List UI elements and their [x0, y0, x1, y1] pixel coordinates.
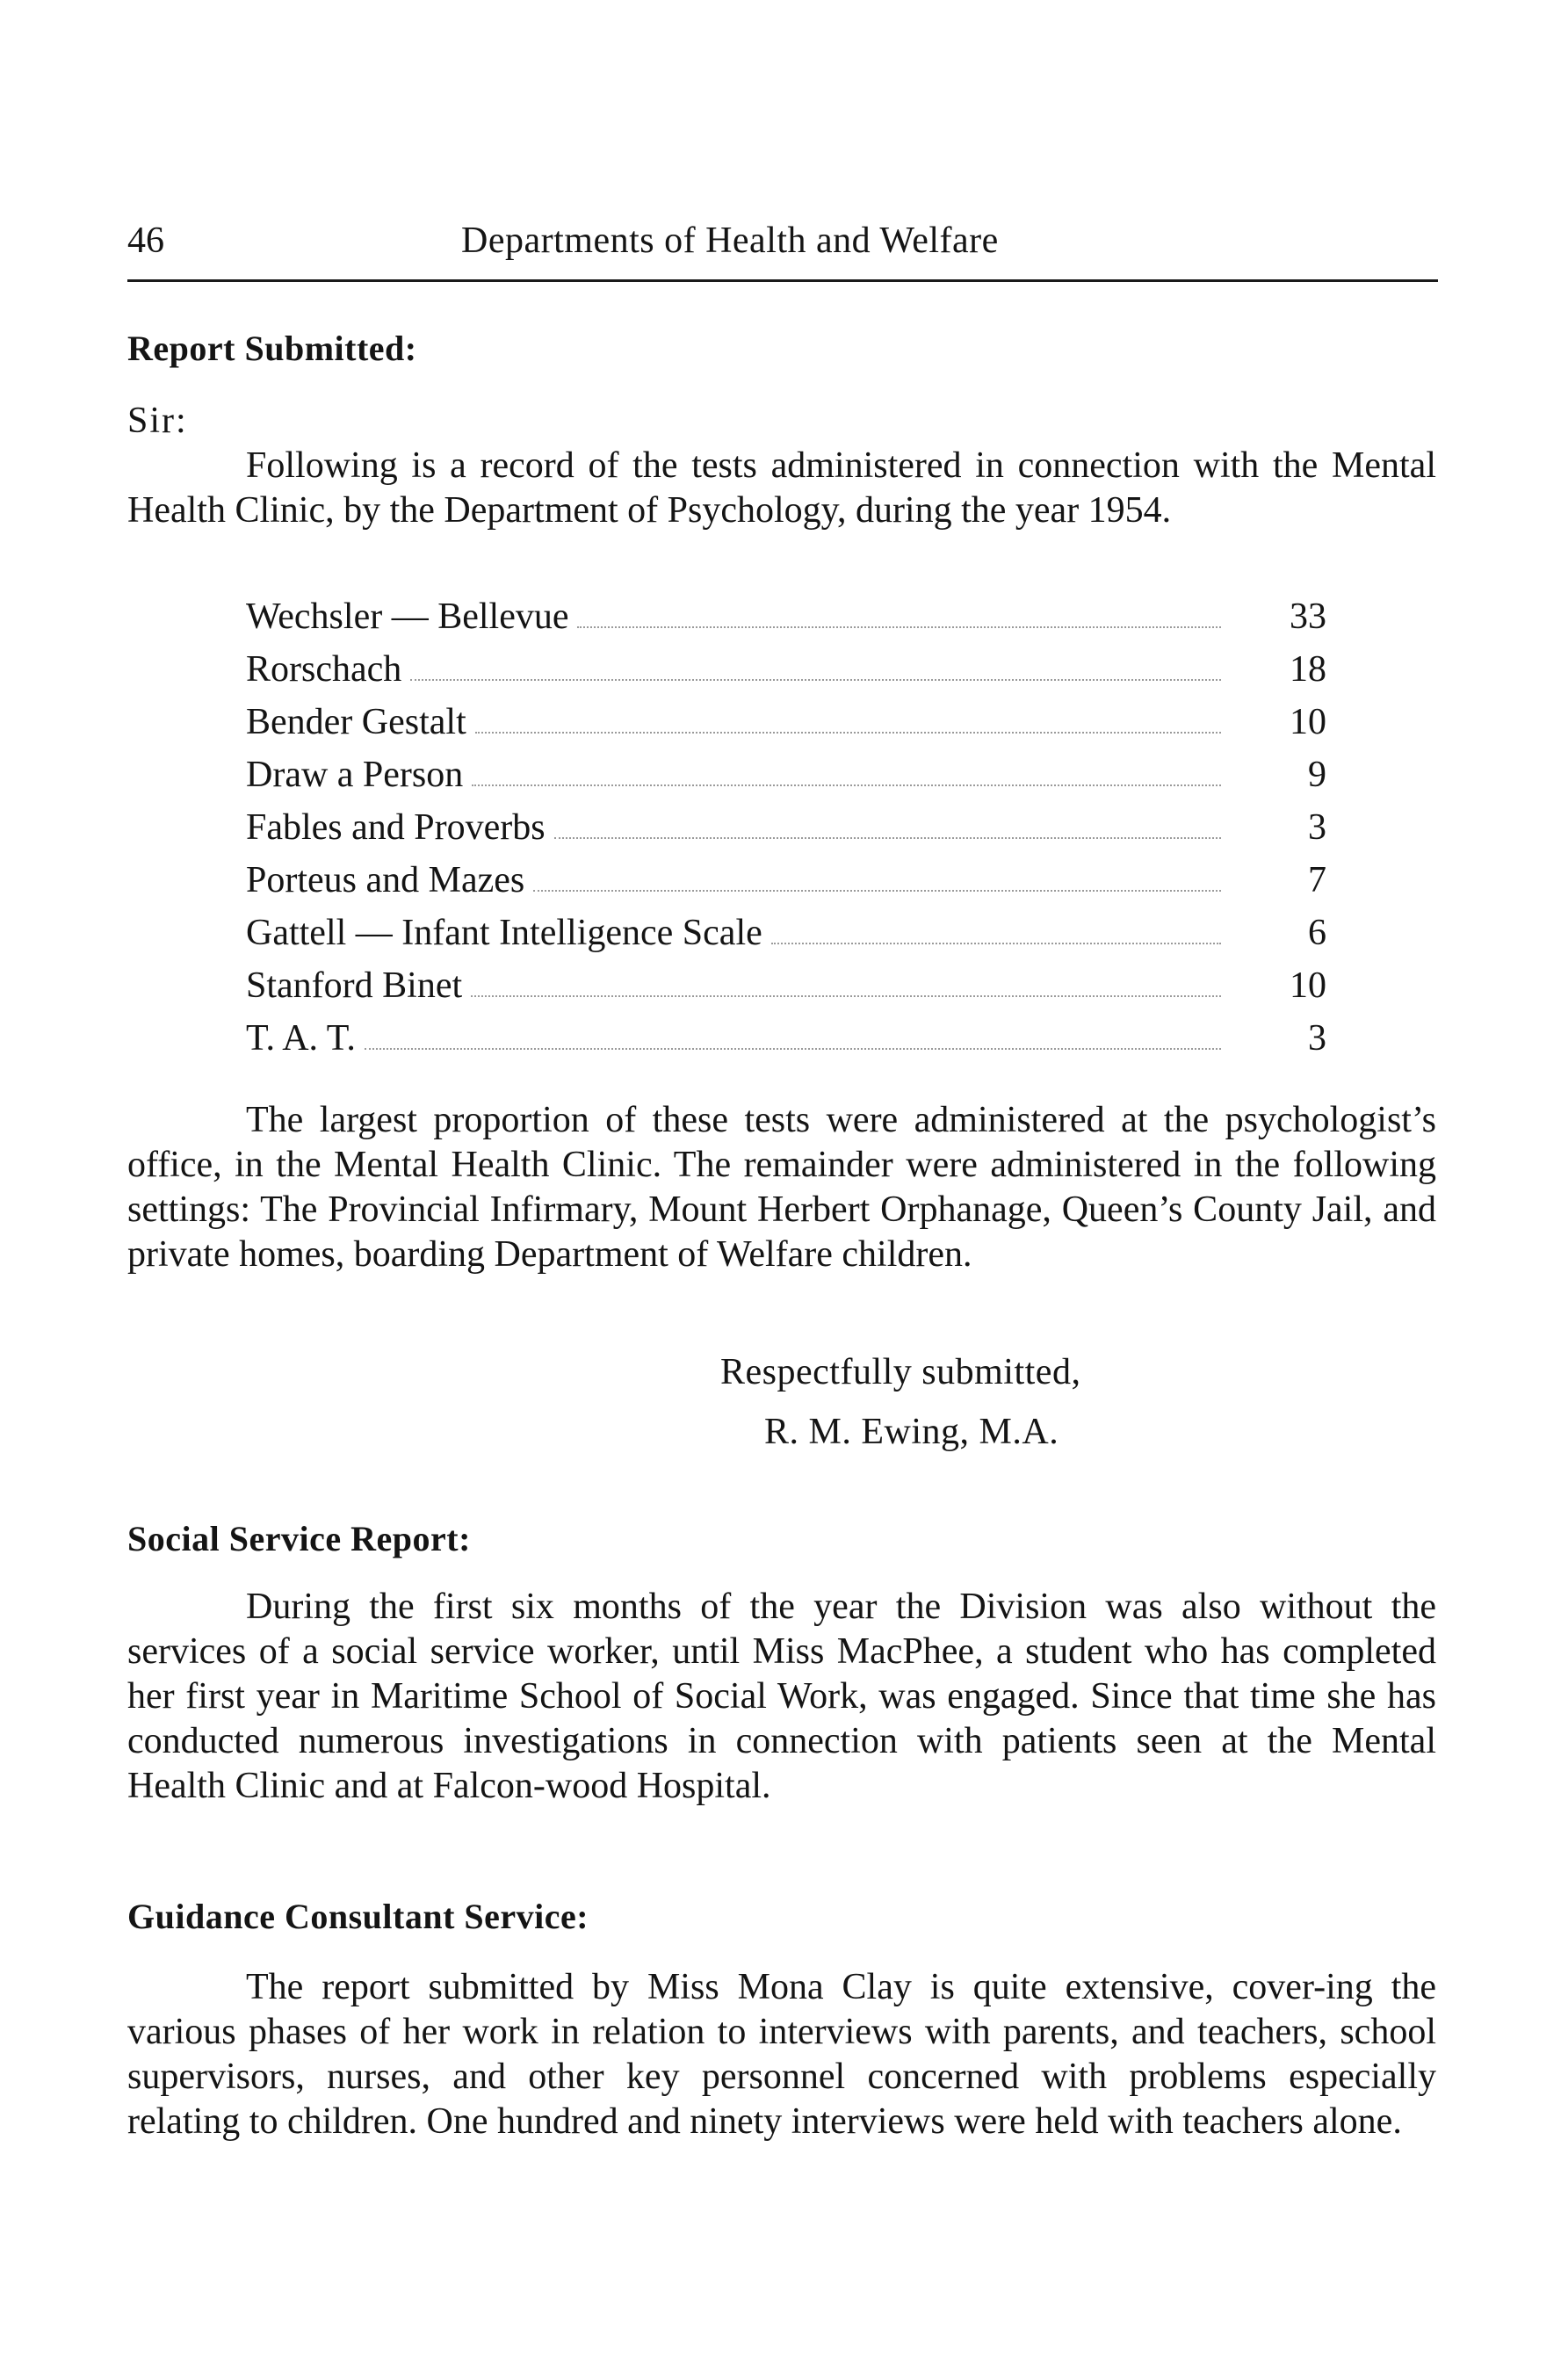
dot-leader — [533, 890, 1221, 892]
test-name: Fables and Proverbs — [246, 807, 546, 848]
test-name: Wechsler — Bellevue — [246, 596, 569, 637]
test-count: 3 — [1308, 1018, 1326, 1059]
test-name: Bender Gestalt — [246, 702, 466, 742]
test-row — [246, 907, 1326, 959]
heading-social-service: Social Service Report: — [127, 1519, 471, 1558]
test-count: 3 — [1308, 807, 1326, 848]
test-count: 7 — [1308, 860, 1326, 900]
page-number: 46 — [127, 220, 164, 261]
test-row — [246, 1012, 1326, 1065]
test-name: Draw a Person — [246, 755, 464, 795]
tests-list — [246, 590, 1326, 1065]
test-row — [246, 748, 1326, 801]
test-count: 18 — [1290, 649, 1326, 690]
test-name: Porteus and Mazes — [246, 860, 525, 900]
dot-leader — [365, 1048, 1221, 1050]
test-count: 9 — [1308, 755, 1326, 795]
test-name: T. A. T. — [246, 1018, 356, 1059]
intro-paragraph: Following is a record of the tests administered in connection with the Mental Health Clinic, by the Department of Psychology, during the year 1954. — [127, 445, 1436, 531]
test-row — [246, 696, 1326, 748]
guidance-paragraph: The report submitted by Miss Mona Clay is quite extensive, cover-ing the various phases of her work in relation to interviews with parents, and teachers, school supervisors, nurses, and other key personnel concerned with problems especially relating to children. One hundred and ninety interviews were held with teachers alone. — [127, 1967, 1436, 2142]
running-title: Departments of Health and Welfare — [461, 220, 999, 261]
test-row — [246, 590, 1326, 643]
dot-leader — [410, 679, 1221, 681]
dot-leader — [472, 784, 1221, 786]
test-name: Rorschach — [246, 649, 402, 690]
dot-leader — [577, 626, 1221, 628]
signature: R. M. Ewing, M.A. — [764, 1412, 1059, 1452]
header-rule — [127, 279, 1438, 282]
closing: Respectfully submitted, — [720, 1352, 1081, 1392]
test-count: 33 — [1290, 596, 1326, 637]
test-count: 10 — [1290, 702, 1326, 742]
salutation: Sir: — [127, 401, 188, 441]
dot-leader — [554, 837, 1221, 839]
test-row — [246, 854, 1326, 907]
running-head — [127, 220, 1436, 272]
heading-guidance: Guidance Consultant Service: — [127, 1897, 589, 1936]
test-count: 6 — [1308, 913, 1326, 953]
test-count: 10 — [1290, 965, 1326, 1006]
heading-report-submitted: Report Submitted: — [127, 329, 417, 368]
test-name: Stanford Binet — [246, 965, 463, 1006]
dot-leader — [771, 943, 1221, 944]
test-row — [246, 959, 1326, 1012]
report-body-paragraph: The largest proportion of these tests were administered at the psychologist’s office, in the Mental Health Clinic. The remainder were administered in the following settings: The Provincial Infirmary, Mount Herbert Orphanage, Queen’s County Jail, and private homes, boarding Department of Welfare children. — [127, 1100, 1436, 1275]
social-service-paragraph: During the first six months of the year the Division was also without the services of a social service worker, until Miss MacPhee, a student who has completed her first year in Maritime School of Social Work, was engaged. Since that time she has conducted numerous investigations in connection with patients seen at the Mental Health Clinic and at Falcon-wood Hospital. — [127, 1587, 1436, 1806]
test-name: Gattell — Infant Intelligence Scale — [246, 913, 762, 953]
dot-leader — [471, 995, 1221, 997]
test-row — [246, 801, 1326, 854]
test-row — [246, 643, 1326, 696]
dot-leader — [475, 732, 1221, 734]
